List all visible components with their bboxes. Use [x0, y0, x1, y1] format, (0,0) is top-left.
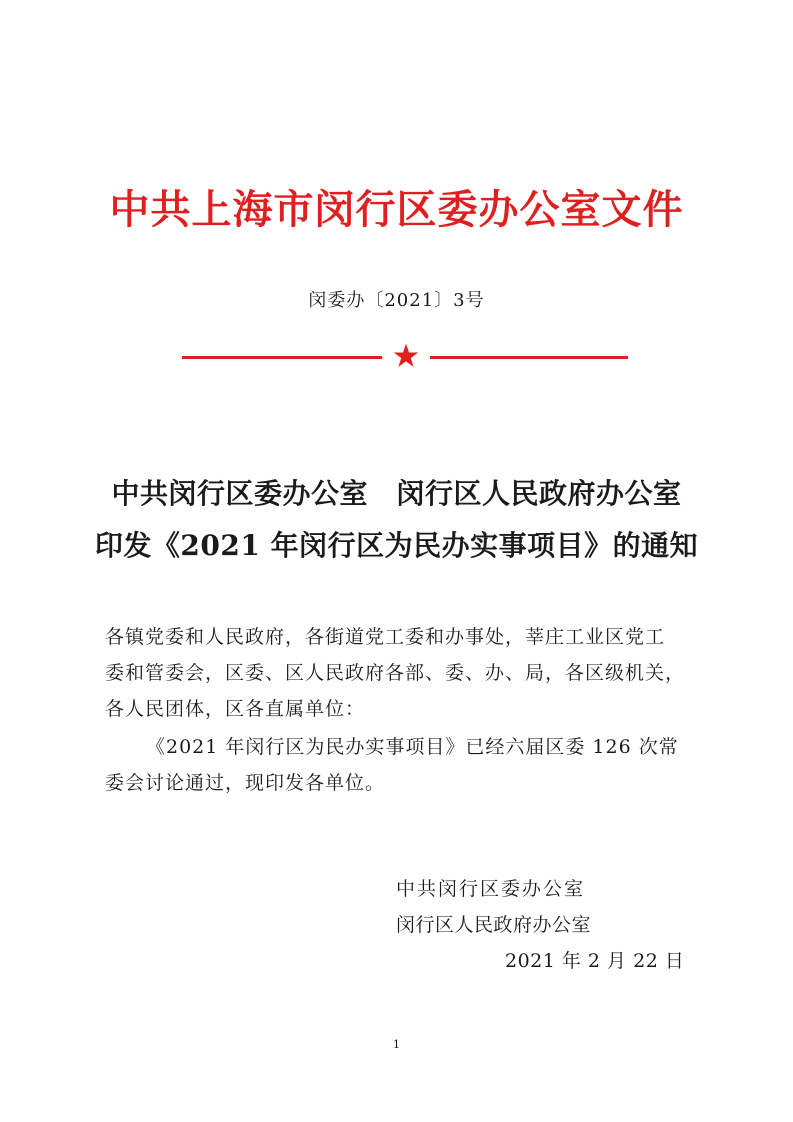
- divider-line-left: [182, 356, 382, 359]
- body-line: 各镇党委和人民政府，各街道党工委和办事处，莘庄工业区党工: [105, 626, 666, 648]
- notice-title-line-2: 印发《2021 年闵行区为民办实事项目》的通知: [94, 529, 699, 562]
- red-star-icon: [392, 342, 420, 370]
- body-line: 《2021 年闵行区为民办实事项目》已经六届区委 126 次常: [146, 736, 679, 758]
- divider-line-right: [430, 356, 628, 359]
- page-number: 1: [393, 1038, 400, 1051]
- body-line: 委和管委会，区委、区人民政府各部、委、办、局，各区级机关，: [105, 662, 686, 684]
- signature-issuer-1: 中共闵行区委办公室: [396, 878, 586, 900]
- document-number: 闵委办〔2021〕3号: [308, 290, 485, 311]
- notice-title-line-1: 中共闵行区委办公室 闵行区人民政府办公室: [111, 477, 682, 510]
- body-line: 委会讨论通过，现印发各单位。: [105, 772, 386, 794]
- red-divider: [0, 342, 793, 372]
- signature-date: 2021 年 2 月 22 日: [505, 950, 685, 972]
- body-line: 各人民团体，区各直属单位：: [105, 698, 366, 720]
- signature-issuer-2: 闵行区人民政府办公室: [396, 914, 592, 936]
- masthead-title: 中共上海市闵行区委办公室文件: [109, 186, 684, 233]
